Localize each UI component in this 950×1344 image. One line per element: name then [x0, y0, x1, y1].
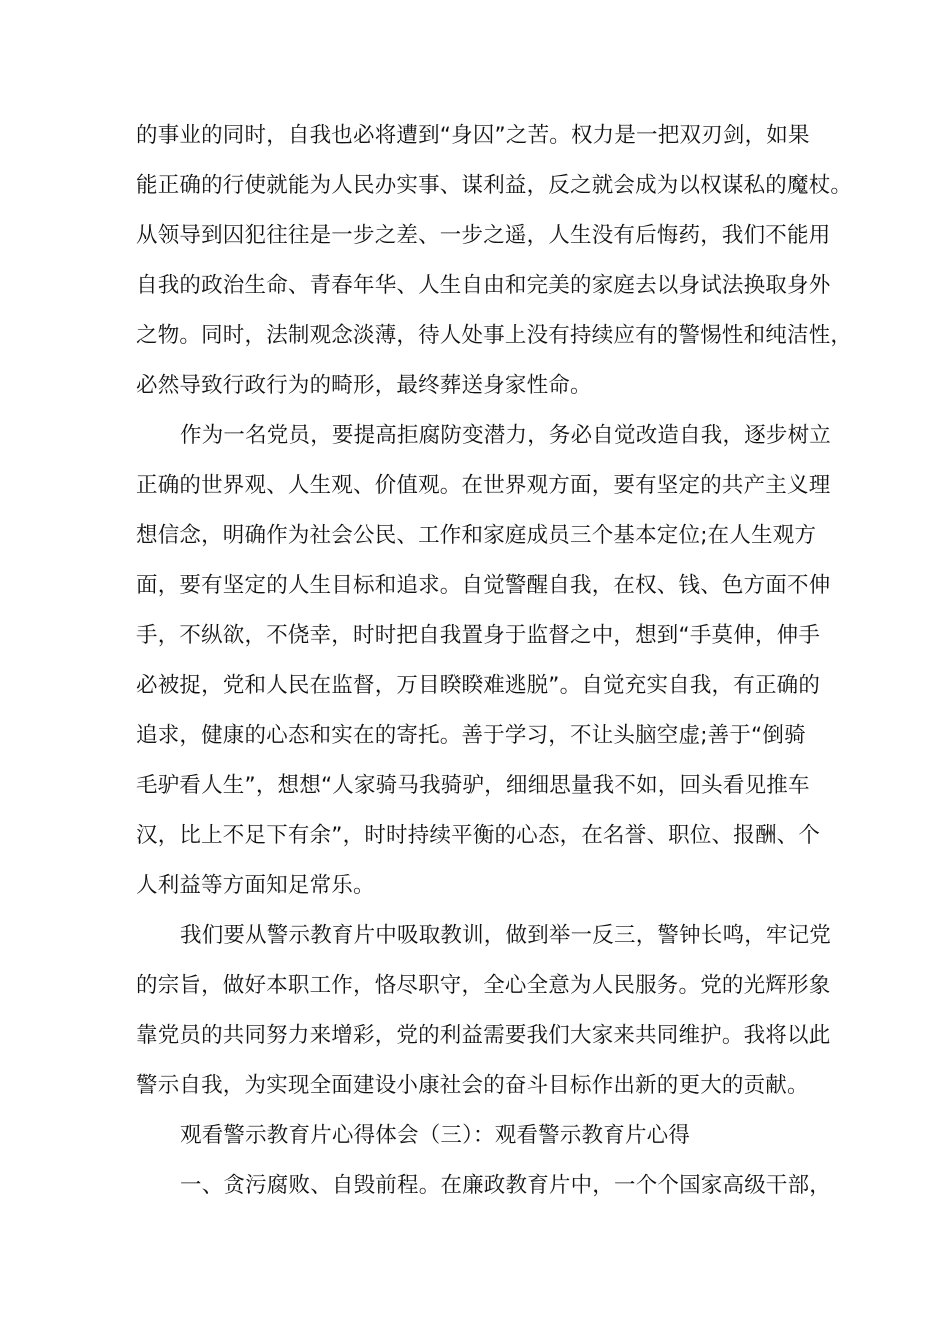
text-line: 想信念，明确作为社会公民、工作和家庭成员三个基本定位;在人生观方: [136, 523, 817, 548]
text-line: 追求，健康的心态和实在的寄托。善于学习，不让头脑空虚;善于“倒骑: [136, 723, 806, 748]
text-line: 正确的世界观、人生观、价值观。在世界观方面，要有坚定的共产主义理: [136, 473, 831, 498]
text-line: 必被捉，党和人民在监督，万目睽睽难逃脱”。自觉充实自我，有正确的: [136, 673, 821, 698]
text-line: 面，要有坚定的人生目标和追求。自觉警醒自我，在权、钱、色方面不伸: [136, 573, 831, 598]
section-heading: 观看警示教育片心得体会（三）：观看警示教育片心得: [180, 1123, 691, 1148]
text-line: 能正确的行使就能为人民办实事、谋利益，反之就会成为以权谋私的魔杖。: [136, 173, 853, 198]
text-line: 的宗旨，做好本职工作，恪尽职守，全心全意为人民服务。党的光辉形象: [136, 973, 831, 998]
text-line: 之物。同时，法制观念淡薄，待人处事上没有持续应有的警惕性和纯洁性，: [136, 323, 853, 348]
text-line: 靠党员的共同努力来增彩，党的利益需要我们大家来共同维护。我将以此: [136, 1023, 831, 1048]
text-line: 的事业的同时，自我也必将遭到“身囚”之苦。权力是一把双刃剑，如果: [136, 123, 810, 148]
paragraph-start-line: 作为一名党员，要提高拒腐防变潜力，务必自觉改造自我，逐步树立: [180, 423, 832, 448]
text-line: 自我的政治生命、青春年华、人生自由和完美的家庭去以身试法换取身外: [136, 273, 831, 298]
text-line: 汉，比上不足下有余”，时时持续平衡的心态，在名誉、职位、报酬、个: [136, 823, 821, 848]
text-line: 手，不纵欲，不侥幸，时时把自我置身于监督之中，想到“手莫伸，伸手: [136, 623, 821, 648]
text-line: 毛驴看人生”，想想“人家骑马我骑驴，细细思量我不如，回头看见推车: [136, 773, 810, 798]
paragraph-start-line: 一、贪污腐败、自毁前程。在廉政教育片中，一个个国家高级干部，: [180, 1173, 832, 1198]
paragraph-start-line: 我们要从警示教育片中吸取教训，做到举一反三，警钟长鸣，牢记党: [180, 923, 832, 948]
text-line: 警示自我，为实现全面建设小康社会的奋斗目标作出新的更大的贡献。: [136, 1073, 809, 1098]
text-line: 从领导到囚犯往往是一步之差、一步之遥，人生没有后悔药，我们不能用: [136, 223, 831, 248]
text-line: 必然导致行政行为的畸形，最终葬送身家性命。: [136, 373, 592, 398]
text-line: 人利益等方面知足常乐。: [136, 873, 375, 898]
